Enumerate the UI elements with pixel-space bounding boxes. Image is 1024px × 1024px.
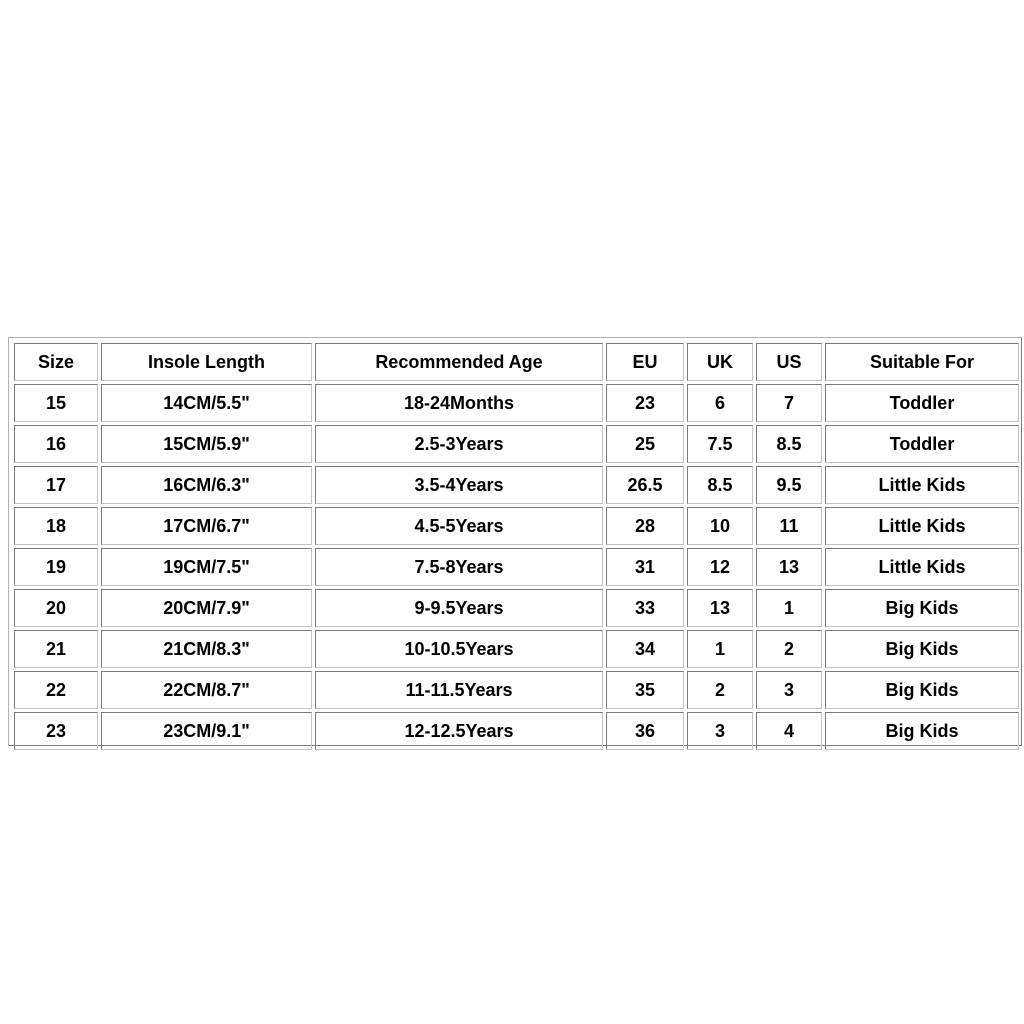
cell-us: 9.5 (756, 466, 822, 504)
cell-suitable-for: Big Kids (825, 671, 1019, 709)
header-us: US (756, 343, 822, 381)
cell-us: 11 (756, 507, 822, 545)
cell-recommended-age: 3.5-4Years (315, 466, 603, 504)
cell-us: 3 (756, 671, 822, 709)
cell-recommended-age: 10-10.5Years (315, 630, 603, 668)
header-size: Size (14, 343, 98, 381)
cell-uk: 13 (687, 589, 753, 627)
cell-eu: 26.5 (606, 466, 684, 504)
cell-suitable-for: Big Kids (825, 589, 1019, 627)
cell-eu: 23 (606, 384, 684, 422)
cell-eu: 31 (606, 548, 684, 586)
cell-insole-length: 19CM/7.5" (101, 548, 312, 586)
cell-suitable-for: Toddler (825, 384, 1019, 422)
cell-size: 18 (14, 507, 98, 545)
cell-insole-length: 20CM/7.9" (101, 589, 312, 627)
cell-uk: 6 (687, 384, 753, 422)
cell-uk: 10 (687, 507, 753, 545)
cell-suitable-for: Big Kids (825, 630, 1019, 668)
cell-suitable-for: Little Kids (825, 507, 1019, 545)
cell-us: 4 (756, 712, 822, 750)
cell-us: 13 (756, 548, 822, 586)
cell-insole-length: 22CM/8.7" (101, 671, 312, 709)
cell-size: 21 (14, 630, 98, 668)
cell-size: 15 (14, 384, 98, 422)
header-eu: EU (606, 343, 684, 381)
table-row (14, 630, 1019, 668)
cell-recommended-age: 18-24Months (315, 384, 603, 422)
cell-size: 22 (14, 671, 98, 709)
table-row (14, 384, 1019, 422)
cell-recommended-age: 11-11.5Years (315, 671, 603, 709)
cell-insole-length: 23CM/9.1" (101, 712, 312, 750)
cell-uk: 12 (687, 548, 753, 586)
cell-eu: 35 (606, 671, 684, 709)
table-row (14, 589, 1019, 627)
table-row (14, 712, 1019, 750)
cell-uk: 8.5 (687, 466, 753, 504)
header-uk: UK (687, 343, 753, 381)
table-row (14, 466, 1019, 504)
cell-insole-length: 16CM/6.3" (101, 466, 312, 504)
size-chart (8, 337, 1022, 746)
cell-recommended-age: 9-9.5Years (315, 589, 603, 627)
cell-recommended-age: 7.5-8Years (315, 548, 603, 586)
cell-suitable-for: Toddler (825, 425, 1019, 463)
cell-insole-length: 21CM/8.3" (101, 630, 312, 668)
table-row (14, 507, 1019, 545)
header-insole-length: Insole Length (101, 343, 312, 381)
size-chart-table (11, 340, 1022, 753)
cell-eu: 34 (606, 630, 684, 668)
cell-suitable-for: Big Kids (825, 712, 1019, 750)
cell-insole-length: 14CM/5.5" (101, 384, 312, 422)
cell-recommended-age: 12-12.5Years (315, 712, 603, 750)
cell-suitable-for: Little Kids (825, 548, 1019, 586)
cell-us: 1 (756, 589, 822, 627)
header-recommended-age: Recommended Age (315, 343, 603, 381)
cell-uk: 7.5 (687, 425, 753, 463)
cell-us: 7 (756, 384, 822, 422)
cell-uk: 1 (687, 630, 753, 668)
cell-eu: 33 (606, 589, 684, 627)
cell-us: 8.5 (756, 425, 822, 463)
cell-suitable-for: Little Kids (825, 466, 1019, 504)
table-row (14, 548, 1019, 586)
table-row (14, 671, 1019, 709)
cell-eu: 36 (606, 712, 684, 750)
header-suitable-for: Suitable For (825, 343, 1019, 381)
cell-uk: 2 (687, 671, 753, 709)
cell-recommended-age: 2.5-3Years (315, 425, 603, 463)
cell-us: 2 (756, 630, 822, 668)
cell-size: 19 (14, 548, 98, 586)
table-row (14, 425, 1019, 463)
cell-size: 20 (14, 589, 98, 627)
cell-size: 17 (14, 466, 98, 504)
cell-size: 16 (14, 425, 98, 463)
cell-eu: 28 (606, 507, 684, 545)
header-row (14, 343, 1019, 381)
cell-insole-length: 17CM/6.7" (101, 507, 312, 545)
cell-eu: 25 (606, 425, 684, 463)
cell-uk: 3 (687, 712, 753, 750)
cell-recommended-age: 4.5-5Years (315, 507, 603, 545)
cell-size: 23 (14, 712, 98, 750)
cell-insole-length: 15CM/5.9" (101, 425, 312, 463)
